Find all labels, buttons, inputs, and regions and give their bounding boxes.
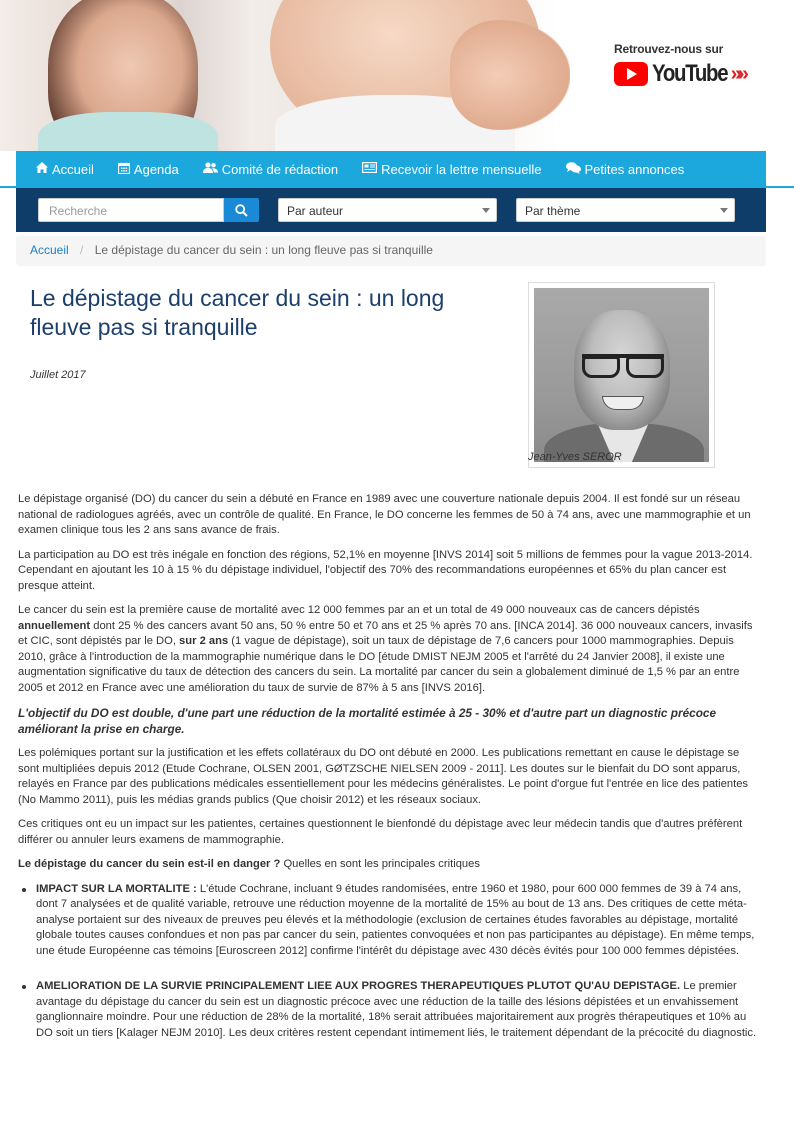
youtube-play-icon <box>614 62 648 86</box>
bullet-icon <box>22 985 26 989</box>
nav-item-label: Accueil <box>52 161 94 177</box>
woman-shirt-image <box>38 112 218 151</box>
paragraph: Le cancer du sein est la première cause de mortalité avec 12 000 femmes par an et un total de 49 000 nouveaux cas de cancers dépistés annuellement dont 25 % des cancers avant 50 ans, 50 % entre 50 et 70 ans et 25 % après 70 ans. [INCA 2014]. 36 000 nouveaux cancers, invasifs et CIC, sont dépistés par le DO, sur 2 ans (1 vague de dépistage), soit un taux de dépistage de 7,6 cancers pour 1000 mammographies. Depuis 2010, grâce à l'introduction de la mammographie numérique dans le DO [étude DMIST NEJM 2005 et l'arrêté du 24 Janvier 2008], il existe une augmentation significative du taux de détection des cancers du sein. La mortalité par cancer du sein a globalement diminué de 1,5 % par an entre 2005 et 2012 en France avec une amélioration du taux de survie de 87% à 5 ans [INVS 2016]. <box>18 604 753 694</box>
search-button[interactable] <box>224 198 259 222</box>
question-heading: Le dépistage du cancer du sein est-il en danger ? Quelles en sont les principales critiques <box>18 858 480 870</box>
nav-item-label: Petites annonces <box>584 161 685 177</box>
nav-item-comite[interactable] <box>203 162 338 177</box>
breadcrumb-home-link[interactable]: Accueil <box>30 243 69 257</box>
newsletter-icon <box>362 162 377 176</box>
nav-item-accueil[interactable] <box>36 162 94 177</box>
search-input[interactable]: Recherche <box>38 198 224 222</box>
youtube-label: Retrouvez-nous sur <box>614 42 724 56</box>
main-nav <box>16 151 766 187</box>
chevron-down-icon <box>482 208 490 213</box>
list-item: IMPACT SUR LA MORTALITE : L'étude Cochrane, incluant 9 études randomisées, entre 1960 et 1980, pour 600 000 femmes de 39 à 74 ans, dont 7 analysées et de qualité variable, retrouve une réduction moyenne de la mortalité de 15% au bout de 13 ans. Des critiques de cette méta-analyse portaient sur des niveaux de preuves peu élevés et la méthodologie (exclusion de certaines études favorables au dépistage, mortalité globale toutes causes confondues et non pas par cancer du sein, patientes convoquées et non pas participantes au dépistage). En même temps, une étude Européenne cas témoins [Euroscreen 2012] confirme l'intérêt du dépistage avec 430 décès évités pour 100 000 femmes dépistées. <box>20 882 760 960</box>
nav-item-annonces[interactable] <box>566 162 685 177</box>
youtube-link[interactable] <box>614 42 764 88</box>
breadcrumb-separator: / <box>80 243 84 257</box>
article-body <box>18 492 760 1061</box>
header-banner <box>0 0 794 151</box>
paragraph: Ces critiques ont eu un impact sur les patientes, certaines questionnent le bienfondé du dépistage avec leur médecin tandis que d'autres préfèrent différer ou annuler leurs examens de mammographie. <box>18 818 743 846</box>
bullet-icon <box>22 888 26 892</box>
banner-photo <box>0 0 560 151</box>
users-icon <box>203 162 218 176</box>
author-photo <box>528 282 715 468</box>
nav-item-lettre[interactable] <box>362 162 541 177</box>
nav-item-label: Comité de rédaction <box>221 161 339 177</box>
breadcrumb <box>16 236 766 266</box>
criticism-list <box>20 882 760 1042</box>
page-title: Le dépistage du cancer du sein : un long fleuve pas si tranquille <box>30 285 445 340</box>
author-glasses-image <box>582 354 664 372</box>
hand-image <box>450 20 570 130</box>
theme-select[interactable] <box>516 198 735 222</box>
chevron-down-icon <box>720 208 728 213</box>
nav-item-label: Recevoir la lettre mensuelle <box>381 161 542 177</box>
author-select-value: Par auteur <box>287 204 344 218</box>
paragraph: La participation au DO est très inégale en fonction des régions, 52,1% en moyenne [INVS 2014] soit 5 millions de femmes pour la vague 2013-2014. Cependant en ajoutant les 10 à 15 % du dépistage individuel, l'objectif des 70% des recommandations européennes et 65% du plan cancer est presque atteint. <box>18 548 753 592</box>
search-bar <box>16 188 766 232</box>
author-select[interactable] <box>278 198 497 222</box>
calendar-icon <box>118 162 130 177</box>
nav-item-label: Agenda <box>133 161 179 177</box>
youtube-wordmark: YouTube <box>652 60 728 87</box>
youtube-chevrons: »» <box>730 62 745 85</box>
breadcrumb-current: Le dépistage du cancer du sein : un long fleuve pas si tranquille <box>94 243 433 257</box>
search-icon <box>235 204 248 217</box>
list-item: AMELIORATION DE LA SURVIE PRINCIPALEMENT LIEE AUX PROGRES THERAPEUTIQUES PLUTOT QU'AU DEPISTAGE. Le premier avantage du dépistage du cancer du sein est un diagnostic précoce avec une réduction de la taille des lésions dépistées et un envahissement ganglionnaire moindre. Pour une réduction de 28% de la mortalité, 18% serait attribuées majoritairement aux progrès thérapeutiques et 10% au DO soit un tiers [Kalager NEJM 2010]. Les deux critères restent cependant intimement liés, le traitement dépendant de la précocité du diagnostic. <box>20 979 760 1041</box>
lead-statement: L'objectif du DO est double, d'une part une réduction de la mortalité estimée à 25 - 30% et d'autre part un diagnostic précoce améliorant la prise en charge. <box>18 706 717 736</box>
comments-icon <box>566 162 581 177</box>
home-icon <box>36 162 48 176</box>
article-date: Juillet 2017 <box>30 369 86 381</box>
nav-item-agenda[interactable] <box>118 162 179 177</box>
theme-select-value: Par thème <box>525 204 581 218</box>
author-caption: Jean-Yves SEROR <box>528 451 622 463</box>
paragraph: Les polémiques portant sur la justification et les effets collatéraux du DO ont débuté en 2000. Les publications remettant en cause le dépistage se sont multipliées depuis 2012 (Etude Cochrane, OLSEN 2001, GØTZSCHE NIELSEN 2009 - 2011]. Les doutes sur le bienfait du DO sont apparus, relayés en France par des publications médicales essentiellement pour les médecins généralistes. Le point d'orgue fut l'entrée en lice des patientes (No Mammo 2011), puis les médias grands publics (Que choisir 2012) et les réseaux sociaux. <box>18 747 749 806</box>
paragraph: Le dépistage organisé (DO) du cancer du sein a débuté en France en 1989 avec une couverture nationale depuis 2004. Il est fondé sur un réseau national de radiologues agréés, avec un contrôle de qualité. En France, le DO concerne les femmes de 50 à 74 ans, avec une mammographie et un examen clinique tous les 2 ans sans avance de frais. <box>18 493 751 536</box>
